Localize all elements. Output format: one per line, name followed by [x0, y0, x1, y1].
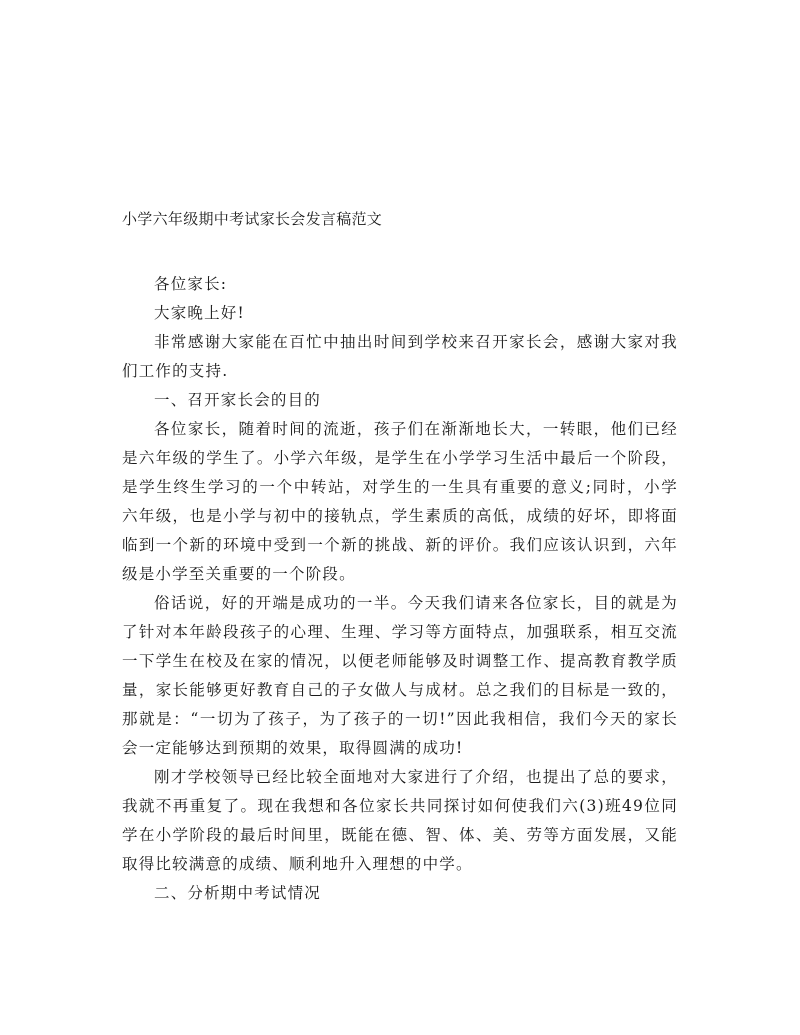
salutation: 各位家长: [154, 275, 228, 293]
greeting: 大家晚上好! [154, 304, 245, 322]
section-heading-2: 二、分析期中考试情况 [154, 884, 322, 902]
document-body [122, 270, 678, 908]
body-paragraph: 各位家长，随着时间的流逝，孩子们在渐渐地长大，一转眼，他们已经是六年级的学生了。小学六年级，是学生在小学学习生活中最后一个阶段，是学生终生学习的一个中转站，对学生的一生具有重要的意义;同时，小学六年级，也是小学与初中的接轨点，学生素质的高低，成绩的好坏，即将面临到一个新的环境中受到一个新的挑战、新的评价。我们应该认识到，六年级是小学至关重要的一个阶段。 [122, 420, 678, 583]
body-paragraph: 俗话说，好的开端是成功的一半。今天我们请来各位家长，目的就是为了针对本年龄段孩子的心理、生理、学习等方面特点，加强联系，相互交流一下学生在校及在家的情况，以便老师能够及时调整工作、提高教育教学质量，家长能够更好教育自己的子女做人与成材。总之我们的目标是一致的，那就是：“一切为了孩子，为了孩子的一切!”因此我相信，我们今天的家长会一定能够达到预期的效果，取得圆满的成功! [122, 594, 678, 757]
section-heading-1: 一、召开家长会的目的 [154, 391, 322, 409]
body-paragraph: 刚才学校领导已经比较全面地对大家进行了介绍，也提出了总的要求，我就不再重复了。现在我想和各位家长共同探讨如何使我们六(3)班49位同学在小学阶段的最后时间里，既能在德、智、体、美、劳等方面发展，又能取得比较满意的成绩、顺利地升入理想的中学。 [122, 768, 678, 873]
document-title: 小学六年级期中考试家长会发言稿范文 [122, 210, 383, 228]
thanks-paragraph: 非常感谢大家能在百忙中抽出时间到学校来召开家长会，感谢大家对我们工作的支持. [122, 333, 678, 380]
